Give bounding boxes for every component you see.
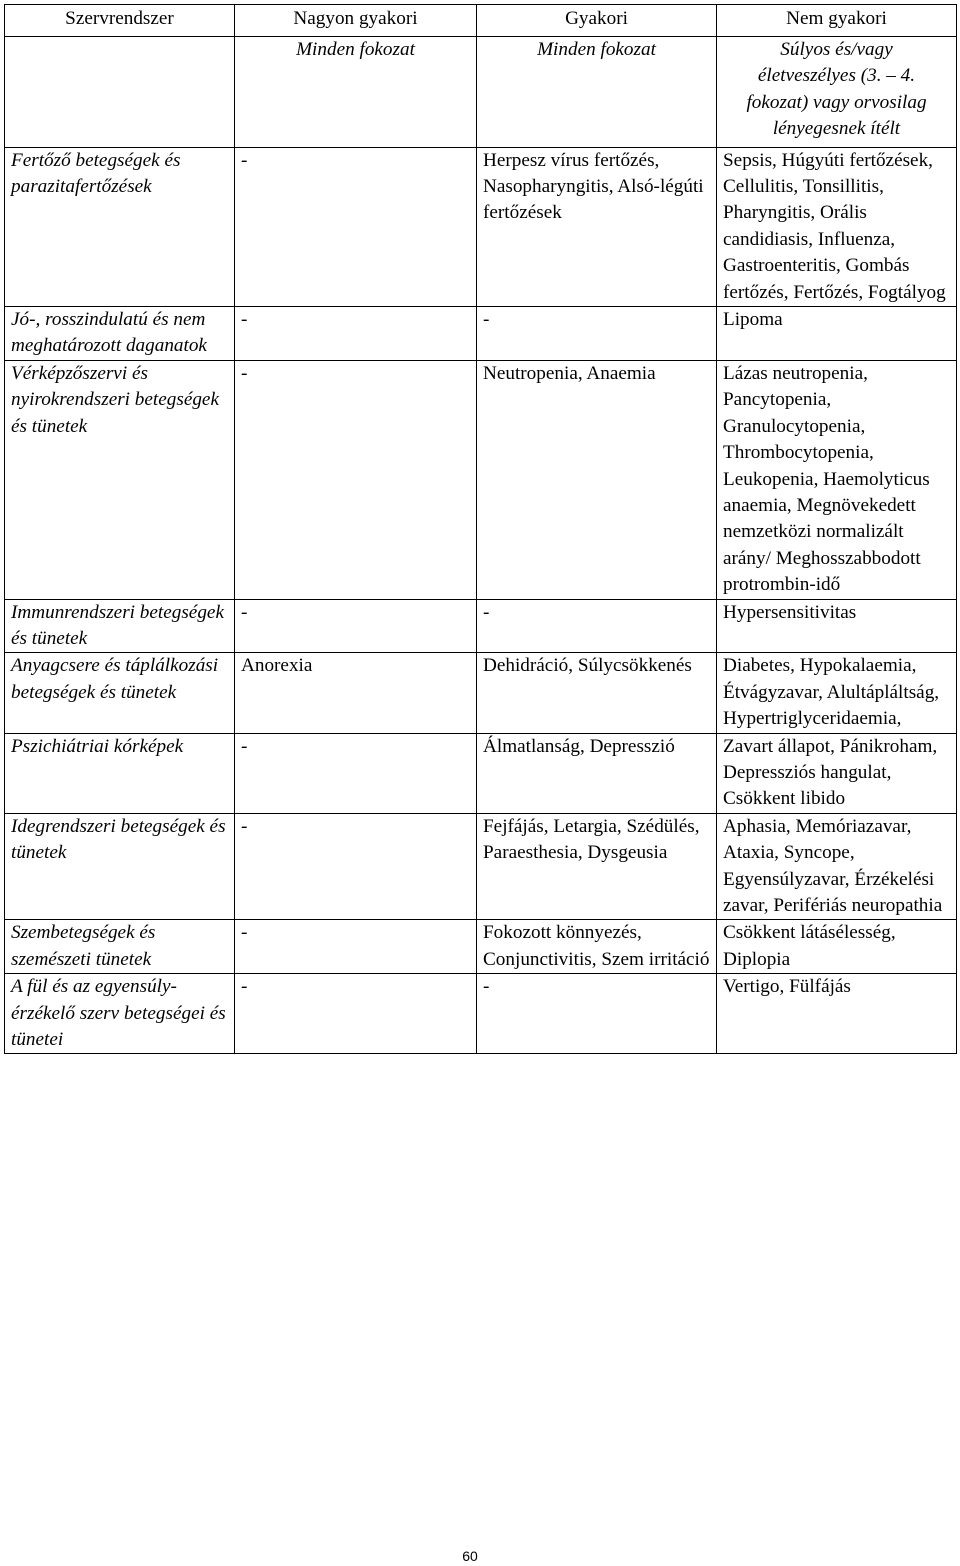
table-row bbox=[5, 974, 957, 1054]
table-row bbox=[5, 920, 957, 974]
subheader-cell: Minden fokozat bbox=[477, 37, 717, 148]
common-cell: Dehidráció, Súlycsökkenés bbox=[477, 653, 717, 733]
very-common-cell: Anorexia bbox=[235, 653, 477, 733]
subheader-row bbox=[5, 37, 957, 148]
table-row bbox=[5, 653, 957, 733]
uncommon-cell: Diabetes, Hypokalaemia, Étvágyzavar, Alultápláltság, Hypertriglyceridaemia, bbox=[717, 653, 957, 733]
common-cell: - bbox=[477, 307, 717, 361]
organ-system-cell: Anyagcsere és táplálkozási betegségek és tünetek bbox=[5, 653, 235, 733]
very-common-cell: - bbox=[235, 147, 477, 306]
very-common-cell: - bbox=[235, 813, 477, 920]
common-cell: - bbox=[477, 974, 717, 1054]
header-cell: Gyakori bbox=[477, 5, 717, 37]
table-row bbox=[5, 147, 957, 306]
subheader-cell: Súlyos és/vagy életveszélyes (3. – 4. fokozat) vagy orvosilag lényegesnek ítélt bbox=[717, 37, 957, 148]
common-cell: Álmatlanság, Depresszió bbox=[477, 733, 717, 813]
very-common-cell: - bbox=[235, 974, 477, 1054]
organ-system-cell: Pszichiátriai kórképek bbox=[5, 733, 235, 813]
uncommon-cell: Sepsis, Húgyúti fertőzések, Cellulitis, Tonsillitis, Pharyngitis, Orális candidiasis, Influenza, Gastroenteritis, Gombás fertőzés, Fertőzés, Fogtályog bbox=[717, 147, 957, 306]
uncommon-cell: Aphasia, Memóriazavar, Ataxia, Syncope, Egyensúlyzavar, Érzékelési zavar, Perifériás neuropathia bbox=[717, 813, 957, 920]
table-row bbox=[5, 599, 957, 653]
uncommon-cell: Lázas neutropenia, Pancytopenia, Granulocytopenia, Thrombocytopenia, Leukopenia, Haemolyticus anaemia, Megnövekedett nemzetközi normalizált arány/ Meghosszabbodott protrombin-idő bbox=[717, 360, 957, 599]
organ-system-cell: Fertőző betegségek és parazitafertőzések bbox=[5, 147, 235, 306]
uncommon-cell: Csökkent látásélesség, Diplopia bbox=[717, 920, 957, 974]
very-common-cell: - bbox=[235, 360, 477, 599]
very-common-cell: - bbox=[235, 920, 477, 974]
table-row bbox=[5, 813, 957, 920]
table-row bbox=[5, 733, 957, 813]
uncommon-cell: Vertigo, Fülfájás bbox=[717, 974, 957, 1054]
adverse-reactions-table bbox=[4, 4, 957, 1054]
organ-system-cell: Vérképzőszervi és nyirokrendszeri betegségek és tünetek bbox=[5, 360, 235, 599]
organ-system-cell: Idegrendszeri betegségek és tünetek bbox=[5, 813, 235, 920]
very-common-cell: - bbox=[235, 733, 477, 813]
common-cell: Herpesz vírus fertőzés, Nasopharyngitis, Alsó-légúti fertőzések bbox=[477, 147, 717, 306]
uncommon-cell: Hypersensitivitas bbox=[717, 599, 957, 653]
subheader-cell bbox=[5, 37, 235, 148]
common-cell: Neutropenia, Anaemia bbox=[477, 360, 717, 599]
very-common-cell: - bbox=[235, 599, 477, 653]
header-cell: Nagyon gyakori bbox=[235, 5, 477, 37]
uncommon-cell: Lipoma bbox=[717, 307, 957, 361]
very-common-cell: - bbox=[235, 307, 477, 361]
organ-system-cell: Immunrendszeri betegségek és tünetek bbox=[5, 599, 235, 653]
table-row bbox=[5, 360, 957, 599]
header-cell: Nem gyakori bbox=[717, 5, 957, 37]
common-cell: Fokozott könnyezés, Conjunctivitis, Szem irritáció bbox=[477, 920, 717, 974]
organ-system-cell: Szembetegségek és szemészeti tünetek bbox=[5, 920, 235, 974]
organ-system-cell: Jó-, rosszindulatú és nem meghatározott daganatok bbox=[5, 307, 235, 361]
header-cell: Szervrendszer bbox=[5, 5, 235, 37]
common-cell: Fejfájás, Letargia, Szédülés, Paraesthesia, Dysgeusia bbox=[477, 813, 717, 920]
common-cell: - bbox=[477, 599, 717, 653]
organ-system-cell: A fül és az egyensúly-érzékelő szerv betegségei és tünetei bbox=[5, 974, 235, 1054]
subheader-cell: Minden fokozat bbox=[235, 37, 477, 148]
page-number: 60 bbox=[462, 1548, 478, 1564]
table-row bbox=[5, 307, 957, 361]
uncommon-cell: Zavart állapot, Pánikroham, Depressziós hangulat, Csökkent libido bbox=[717, 733, 957, 813]
header-row bbox=[5, 5, 957, 37]
